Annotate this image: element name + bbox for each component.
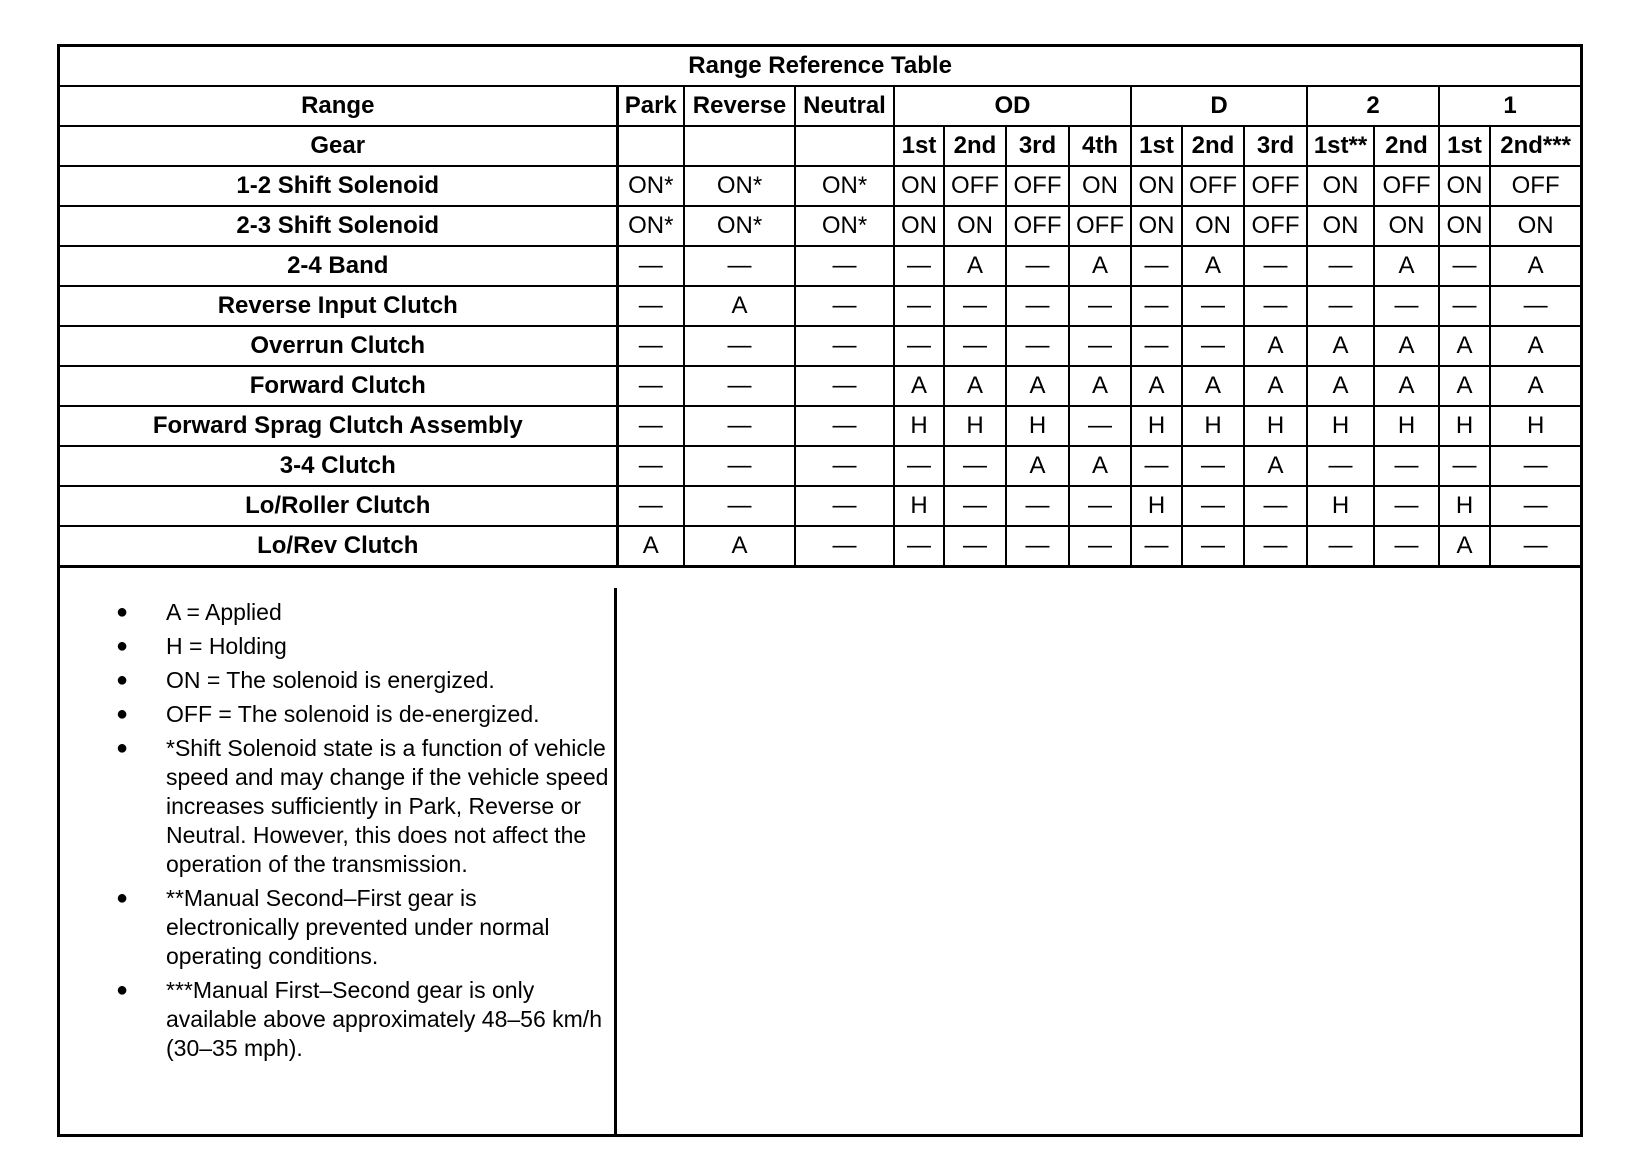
gear-cell: 1st — [1439, 126, 1490, 166]
component-row — [60, 406, 1580, 446]
component-label: 2-3 Shift Solenoid — [60, 206, 617, 246]
gear-row-label: Gear — [60, 126, 617, 166]
state-cell: OFF — [1006, 206, 1069, 246]
legend-cell — [60, 588, 617, 1134]
state-cell: — — [1069, 526, 1131, 567]
state-cell: A — [1244, 326, 1307, 366]
state-cell: ON — [1131, 206, 1182, 246]
state-cell: — — [795, 526, 894, 567]
state-cell: — — [1006, 286, 1069, 326]
state-cell: — — [894, 246, 944, 286]
state-cell: — — [617, 246, 684, 286]
state-cell: — — [944, 326, 1006, 366]
state-cell: — — [1374, 446, 1439, 486]
state-cell: — — [1439, 286, 1490, 326]
component-row — [60, 486, 1580, 526]
component-label: 2-4 Band — [60, 246, 617, 286]
state-cell: A — [684, 286, 795, 326]
range-header-row — [60, 86, 1580, 126]
state-cell: A — [1439, 326, 1490, 366]
state-cell: ON — [944, 206, 1006, 246]
state-cell: — — [795, 406, 894, 446]
state-cell: — — [795, 446, 894, 486]
legend-item — [60, 598, 614, 627]
gear-cell — [617, 126, 684, 166]
state-cell: ON — [1490, 206, 1580, 246]
component-label: 3-4 Clutch — [60, 446, 617, 486]
state-cell: ON — [1131, 166, 1182, 206]
state-cell: — — [894, 446, 944, 486]
gear-cell: 1st** — [1307, 126, 1374, 166]
state-cell: H — [894, 486, 944, 526]
state-cell: ON* — [617, 206, 684, 246]
state-cell: A — [1490, 246, 1580, 286]
state-cell: H — [944, 406, 1006, 446]
legend-text: *Shift Solenoid state is a function of vehicle speed and may change if the vehicle speed increases sufficiently in Park, Reverse or Neutral. However, this does not affect the operation of the transmission. — [166, 735, 609, 877]
legend-item — [60, 884, 614, 971]
state-cell: — — [1374, 286, 1439, 326]
state-cell: — — [1131, 526, 1182, 567]
bullet-icon: ● — [116, 887, 129, 909]
gear-cell: 3rd — [1244, 126, 1307, 166]
state-cell: ON — [894, 166, 944, 206]
state-cell: ON — [1307, 206, 1374, 246]
state-cell: OFF — [1244, 166, 1307, 206]
bullet-icon: ● — [116, 737, 129, 759]
range-reverse: Reverse — [684, 86, 795, 126]
legend-text: **Manual Second–First gear is electronically prevented under normal operating conditions. — [166, 885, 550, 969]
gear-cell: 4th — [1069, 126, 1131, 166]
state-cell: — — [1307, 246, 1374, 286]
state-cell: — — [1439, 246, 1490, 286]
state-cell: ON — [1439, 166, 1490, 206]
state-cell: — — [1131, 246, 1182, 286]
component-row — [60, 246, 1580, 286]
state-cell: — — [684, 366, 795, 406]
state-cell: — — [944, 446, 1006, 486]
state-cell: — — [1131, 286, 1182, 326]
legend-text: OFF = The solenoid is de-energized. — [166, 701, 540, 727]
state-cell: — — [617, 286, 684, 326]
state-cell: H — [1490, 406, 1580, 446]
state-cell: A — [1374, 366, 1439, 406]
state-cell: — — [1374, 486, 1439, 526]
state-cell: OFF — [1374, 166, 1439, 206]
state-cell: — — [944, 286, 1006, 326]
state-cell: H — [1439, 486, 1490, 526]
state-cell: H — [1307, 406, 1374, 446]
state-cell: — — [1490, 286, 1580, 326]
state-cell: — — [617, 446, 684, 486]
legend-list — [60, 588, 614, 1063]
gear-cell: 2nd — [944, 126, 1006, 166]
state-cell: H — [894, 406, 944, 446]
state-cell: — — [684, 486, 795, 526]
state-cell: — — [617, 326, 684, 366]
gear-cell: 1st — [1131, 126, 1182, 166]
component-label: 1-2 Shift Solenoid — [60, 166, 617, 206]
state-cell: A — [1490, 366, 1580, 406]
gear-cell: 1st — [894, 126, 944, 166]
state-cell: A — [894, 366, 944, 406]
range-2: 2 — [1307, 86, 1439, 126]
state-cell: OFF — [1069, 206, 1131, 246]
state-cell: A — [617, 526, 684, 567]
state-cell: — — [1374, 526, 1439, 567]
component-row — [60, 206, 1580, 246]
state-cell: — — [1490, 526, 1580, 567]
state-cell: A — [944, 366, 1006, 406]
state-cell: — — [684, 406, 795, 446]
component-label: Lo/Rev Clutch — [60, 526, 617, 567]
state-cell: — — [1131, 446, 1182, 486]
state-cell: — — [795, 286, 894, 326]
state-cell: — — [1307, 286, 1374, 326]
range-park: Park — [617, 86, 684, 126]
state-cell: — — [1490, 486, 1580, 526]
state-cell: — — [1307, 526, 1374, 567]
legend-text: A = Applied — [166, 599, 282, 625]
state-cell: A — [1006, 366, 1069, 406]
state-cell: ON — [1439, 206, 1490, 246]
component-row — [60, 166, 1580, 206]
state-cell: ON* — [684, 206, 795, 246]
gear-cell: 3rd — [1006, 126, 1069, 166]
state-cell: — — [795, 486, 894, 526]
state-cell: A — [1131, 366, 1182, 406]
state-cell: — — [1490, 446, 1580, 486]
state-cell: ON — [894, 206, 944, 246]
state-cell: OFF — [1490, 166, 1580, 206]
bullet-icon: ● — [116, 635, 129, 657]
state-cell: — — [1244, 486, 1307, 526]
state-cell: — — [1069, 486, 1131, 526]
gear-cell — [795, 126, 894, 166]
state-cell: A — [684, 526, 795, 567]
state-cell: — — [1069, 326, 1131, 366]
range-reference-table — [60, 47, 1580, 568]
bullet-icon: ● — [116, 979, 129, 1001]
gear-cell: 2nd — [1374, 126, 1439, 166]
state-cell: — — [944, 526, 1006, 567]
state-cell: — — [1182, 486, 1244, 526]
state-cell: H — [1006, 406, 1069, 446]
component-label: Overrun Clutch — [60, 326, 617, 366]
legend-item — [60, 734, 614, 879]
state-cell: A — [1439, 366, 1490, 406]
range-reference-sheet — [57, 44, 1583, 1137]
state-cell: — — [617, 406, 684, 446]
state-cell: — — [1006, 526, 1069, 567]
state-cell: A — [1439, 526, 1490, 567]
legend-text: H = Holding — [166, 633, 287, 659]
state-cell: — — [944, 486, 1006, 526]
state-cell: — — [1006, 246, 1069, 286]
component-row — [60, 366, 1580, 406]
state-cell: ON — [1069, 166, 1131, 206]
table-title: Range Reference Table — [60, 47, 1580, 86]
state-cell: A — [1069, 366, 1131, 406]
state-cell: — — [617, 366, 684, 406]
state-cell: — — [1182, 286, 1244, 326]
state-cell: A — [944, 246, 1006, 286]
state-cell: H — [1131, 486, 1182, 526]
state-cell: — — [1439, 446, 1490, 486]
component-row — [60, 326, 1580, 366]
state-cell: — — [1182, 446, 1244, 486]
state-cell: A — [1307, 366, 1374, 406]
state-cell: — — [795, 326, 894, 366]
state-cell: ON — [1182, 206, 1244, 246]
component-label: Lo/Roller Clutch — [60, 486, 617, 526]
legend-item — [60, 666, 614, 695]
state-cell: A — [1374, 246, 1439, 286]
component-row — [60, 446, 1580, 486]
state-cell: H — [1244, 406, 1307, 446]
legend-item — [60, 976, 614, 1063]
state-cell: A — [1490, 326, 1580, 366]
state-cell: A — [1006, 446, 1069, 486]
state-cell: H — [1307, 486, 1374, 526]
state-cell: — — [1069, 286, 1131, 326]
legend-item — [60, 632, 614, 661]
state-cell: — — [795, 366, 894, 406]
component-label: Reverse Input Clutch — [60, 286, 617, 326]
state-cell: ON* — [795, 206, 894, 246]
range-neutral: Neutral — [795, 86, 894, 126]
state-cell: ON* — [617, 166, 684, 206]
gear-cell — [684, 126, 795, 166]
state-cell: A — [1307, 326, 1374, 366]
state-cell: — — [1244, 246, 1307, 286]
state-cell: — — [1131, 326, 1182, 366]
range-d: D — [1131, 86, 1307, 126]
bullet-icon: ● — [116, 601, 129, 623]
state-cell: — — [1069, 406, 1131, 446]
state-cell: — — [795, 246, 894, 286]
state-cell: A — [1374, 326, 1439, 366]
state-cell: — — [1307, 446, 1374, 486]
state-cell: A — [1182, 366, 1244, 406]
state-cell: — — [684, 246, 795, 286]
state-cell: OFF — [944, 166, 1006, 206]
state-cell: A — [1244, 366, 1307, 406]
state-cell: — — [1006, 326, 1069, 366]
state-cell: ON* — [795, 166, 894, 206]
state-cell: A — [1182, 246, 1244, 286]
state-cell: A — [1069, 246, 1131, 286]
title-row — [60, 47, 1580, 86]
bullet-icon: ● — [116, 703, 129, 725]
state-cell: — — [684, 446, 795, 486]
range-od: OD — [894, 86, 1131, 126]
state-cell: — — [617, 486, 684, 526]
gear-cell: 2nd*** — [1490, 126, 1580, 166]
component-label: Forward Clutch — [60, 366, 617, 406]
legend-item — [60, 700, 614, 729]
state-cell: H — [1182, 406, 1244, 446]
state-cell: — — [1182, 326, 1244, 366]
state-cell: — — [684, 326, 795, 366]
state-cell: A — [1244, 446, 1307, 486]
component-row — [60, 286, 1580, 326]
state-cell: — — [1182, 526, 1244, 567]
range-1: 1 — [1439, 86, 1580, 126]
state-cell: H — [1439, 406, 1490, 446]
state-cell: — — [1006, 486, 1069, 526]
state-cell: — — [1244, 286, 1307, 326]
state-cell: OFF — [1182, 166, 1244, 206]
state-cell: A — [1069, 446, 1131, 486]
bullet-icon: ● — [116, 669, 129, 691]
component-label: Forward Sprag Clutch Assembly — [60, 406, 617, 446]
range-header-label: Range — [60, 86, 617, 126]
component-row — [60, 526, 1580, 567]
gear-cell: 2nd — [1182, 126, 1244, 166]
state-cell: OFF — [1244, 206, 1307, 246]
state-cell: H — [1374, 406, 1439, 446]
state-cell: OFF — [1006, 166, 1069, 206]
state-cell: — — [1244, 526, 1307, 567]
legend-text: ON = The solenoid is energized. — [166, 667, 495, 693]
state-cell: ON — [1374, 206, 1439, 246]
state-cell: ON* — [684, 166, 795, 206]
state-cell: — — [894, 286, 944, 326]
gear-row — [60, 126, 1580, 166]
state-cell: H — [1131, 406, 1182, 446]
state-cell: ON — [1307, 166, 1374, 206]
legend-text: ***Manual First–Second gear is only available above approximately 48–56 km/h (30–35 mph). — [166, 977, 602, 1061]
state-cell: — — [894, 326, 944, 366]
state-cell: — — [894, 526, 944, 567]
